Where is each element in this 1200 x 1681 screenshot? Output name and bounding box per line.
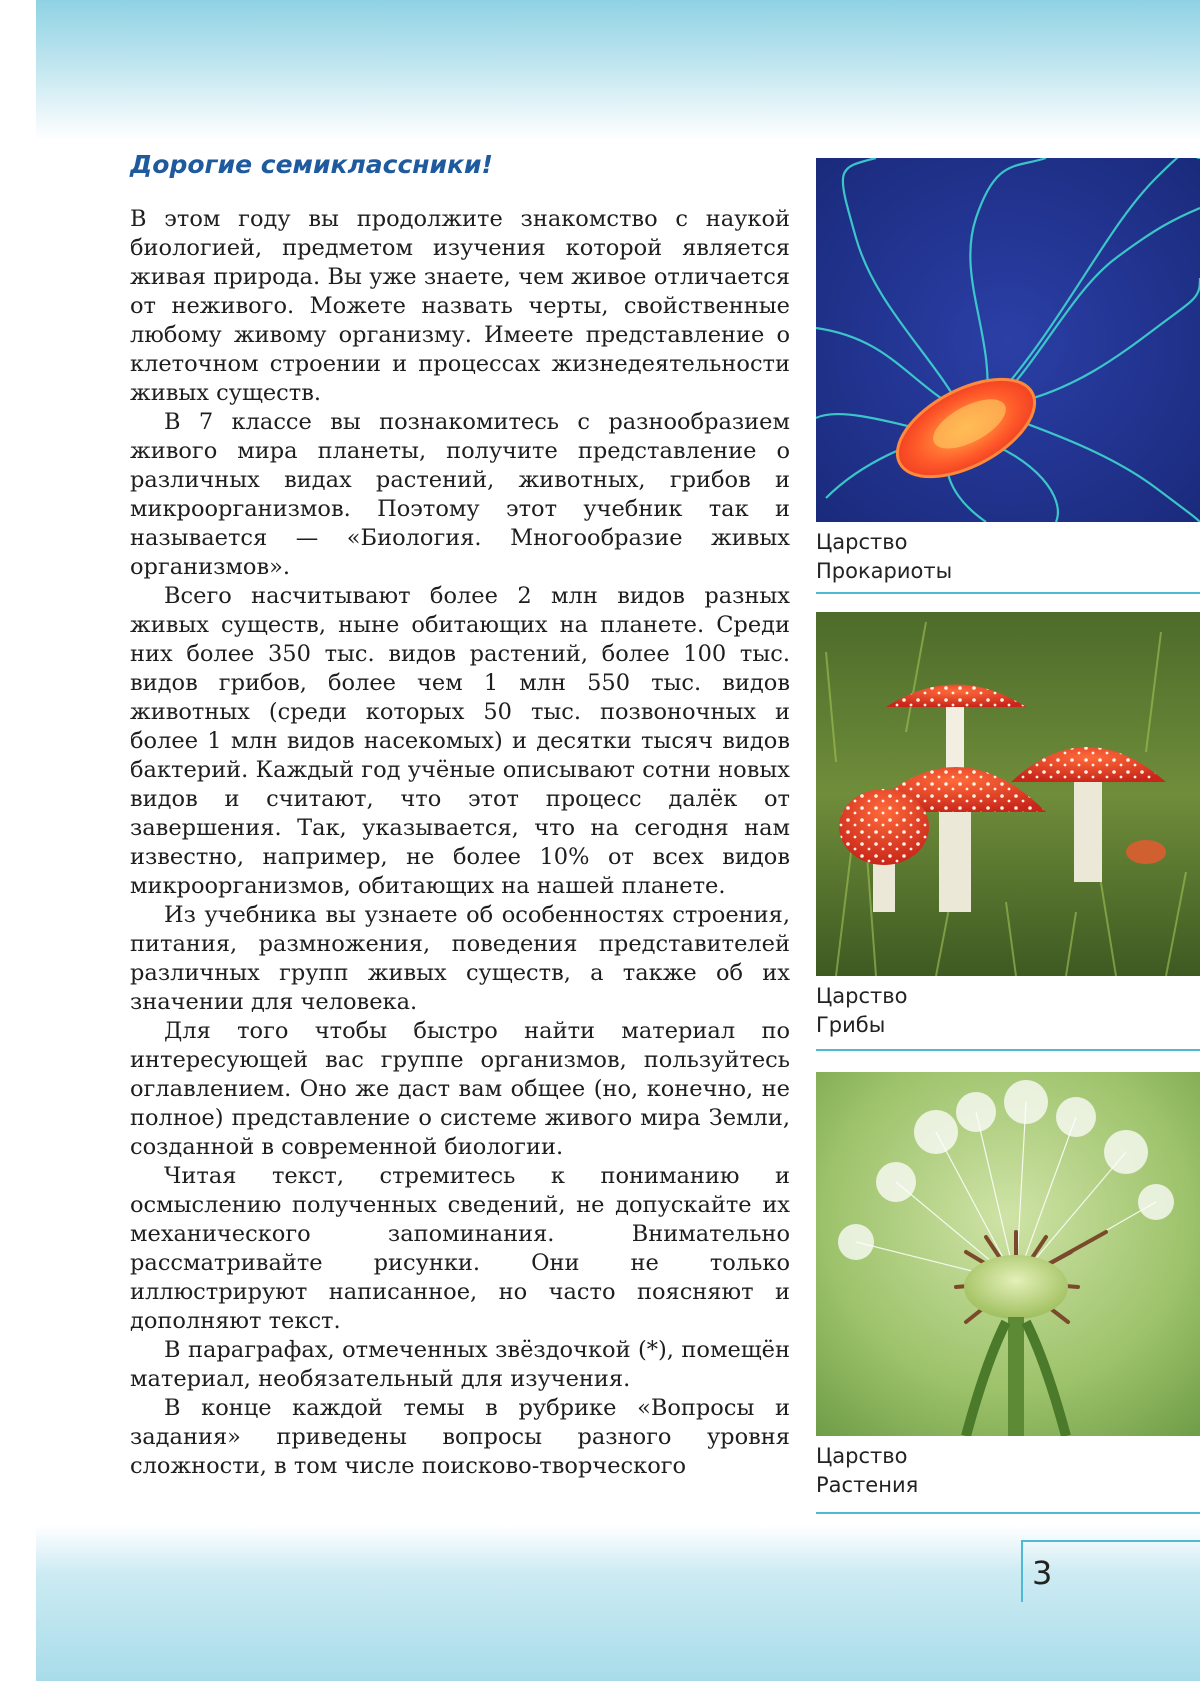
dandelion-image xyxy=(816,1072,1200,1436)
figure-plants xyxy=(816,1072,1200,1500)
bacterium-image xyxy=(816,158,1200,522)
paragraph: В этом году вы продолжите знакомство с наукой биологией, предметом изучения которой является живая природа. Вы уже знаете, чем живое отличается от неживого. Можете назвать черты, свойственные любому живому организму. Имеете представление о клеточном строении и процессах жизнедеятельности живых существ. xyxy=(130,206,790,406)
paragraph: Для того чтобы быстро найти материал по интересующей вас группе организмов, пользуйтесь оглавлением. Оно же даст вам общее (но, конечно, не полное) представление о системе живого мира Земли, созданной в современной биологии. xyxy=(130,1018,790,1160)
paragraph: В 7 классе вы познакомитесь с разнообразием живого мира планеты, получите представление о различных видах растений, животных, грибов и микроорганизмов. Поэтому этот учебник так и называется — «Биология. Многообразие живых организмов». xyxy=(130,409,790,580)
paragraph: Из учебника вы узнаете об особенностях строения, питания, размножения, поведения представителей различных групп живых существ, а также об их значении для человека. xyxy=(130,902,790,1015)
body-text xyxy=(130,205,790,1481)
figure-caption: Царство Растения xyxy=(816,1444,919,1497)
page-margin xyxy=(0,0,36,1681)
caption-divider xyxy=(816,1512,1200,1514)
figure-caption: Царство Грибы xyxy=(816,984,908,1037)
caption-divider xyxy=(816,1049,1200,1051)
caption-divider xyxy=(816,592,1200,594)
page-number: 3 xyxy=(1032,1554,1053,1592)
paragraph: В конце каждой темы в рубрике «Вопросы и задания» приведены вопросы разного уровня сложности, в том числе поисково-творческого xyxy=(130,1395,790,1479)
figure-caption: Царство Прокариоты xyxy=(816,530,953,583)
mushrooms-image xyxy=(816,612,1200,976)
page-heading: Дорогие семиклассники! xyxy=(130,150,493,179)
paragraph: Всего насчитывают более 2 млн видов разных живых существ, ныне обитающих на планете. Среди них более 350 тыс. видов растений, более 100 тыс. видов грибов, более чем 1 млн 550 тыс. видов животных (среди которых 50 тыс. позвоночных и более 1 млн видов насекомых) и десятки тысяч видов бактерий. Каждый год учёные описывают сотни новых видов и считают, что этот процесс далёк от завершения. Так, указывается, что на сегодня нам известно, например, не более 10% от всех видов микроорганизмов, обитающих на нашей планете. xyxy=(130,583,790,899)
paragraph: Читая текст, стремитесь к пониманию и осмыслению полученных сведений, не допускайте их механического запоминания. Внимательно рассматривайте рисунки. Они не только иллюстрируют написанное, но часто поясняют и дополняют текст. xyxy=(130,1163,790,1334)
figure-fungi xyxy=(816,612,1200,1040)
paragraph: В параграфах, отмеченных звёздочкой (*), помещён материал, необязательный для изучения. xyxy=(130,1337,790,1392)
top-decorative-band xyxy=(36,0,1200,140)
figure-prokaryotes xyxy=(816,158,1200,586)
